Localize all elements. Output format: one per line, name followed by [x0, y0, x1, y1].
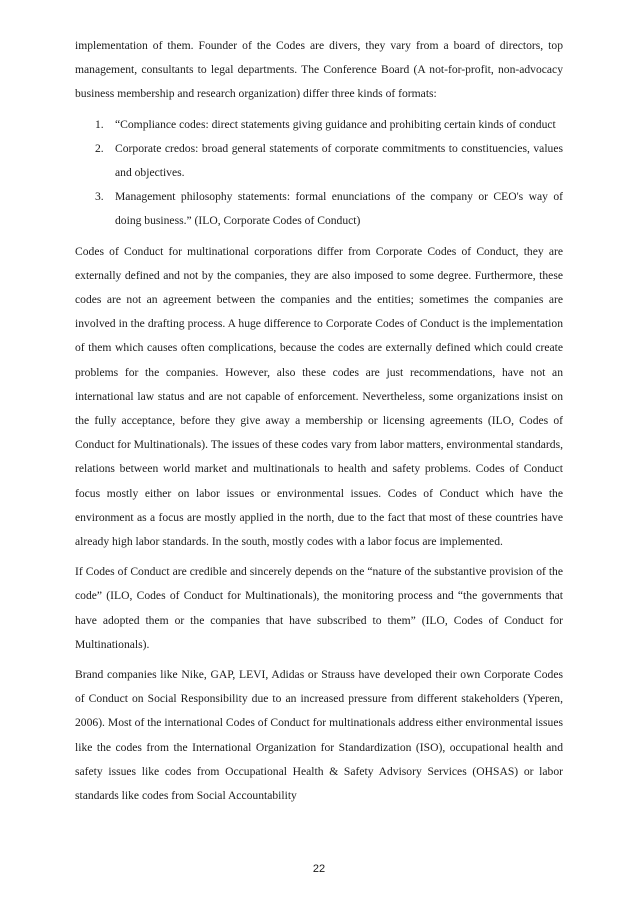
- formats-list: [75, 113, 563, 234]
- list-text: Management philosophy statements: formal enunciations of the company or CEO's way of doing business.” (ILO, Corporate Codes of Conduct): [115, 190, 563, 228]
- list-text: Corporate credos: broad general statements of corporate commitments to constituencies, values and objectives.: [115, 141, 563, 180]
- list-number: 3.: [95, 190, 104, 204]
- list-text: “Compliance codes: direct statements giving guidance and prohibiting certain kinds of conduct: [115, 117, 556, 131]
- page-number: 22: [312, 863, 326, 875]
- body-paragraph-brand-companies: Brand companies like Nike, GAP, LEVI, Adidas or Strauss have developed their own Corporate Codes of Conduct on Social Responsibility due to an increased pressure from different stakeholders (Yperen, 2006). Most of the international Codes of Conduct for multinationals address either environmental issues like the codes from the International Organization for Standardization (ISO), occupational health and safety issues like codes from Occupational Health & Safety Advisory Services (OHSAS) or labor standards like codes from Social Accountability: [75, 668, 563, 803]
- document-page: [75, 34, 563, 814]
- intro-paragraph: implementation of them. Founder of the Codes are divers, they vary from a board of directors, top management, consultants to legal departments. The Conference Board (A not-for-profit, non-advocacy business membership and research organization) differ three kinds of formats:: [75, 39, 563, 101]
- list-item: [75, 185, 563, 233]
- list-number: 2.: [95, 141, 104, 155]
- body-paragraph-credibility: If Codes of Conduct are credible and sincerely depends on the “nature of the substantive provision of the code” (ILO, Codes of Conduct for Multinationals), the monitoring process and “the governments that have adopted them or the companies that have subscribed to them” (ILO, Codes of Conduct for Multinationals).: [75, 565, 563, 651]
- list-item: [75, 137, 563, 185]
- list-item: [75, 113, 563, 137]
- list-number: 1.: [95, 117, 104, 131]
- body-paragraph-multinationals: Codes of Conduct for multinational corporations differ from Corporate Codes of Conduct, they are externally defined and not by the companies, they are also imposed to some degree. Furthermore, these codes are not an agreement between the companies and the entities; sometimes the companies are involved in the drafting process. A huge difference to Corporate Codes of Conduct is the implementation of them which causes often complications, because the codes are externally defined which could create problems for the companies. However, also these codes are just recommendations, have not an international law status and are not capable of enforcement. Nevertheless, some organizations insist on the fully acceptance, before they give away a membership or licensing agreements (ILO, Codes of Conduct for Multinationals). The issues of these codes vary from labor matters, environmental standards, relations between world market and multinationals to health and safety problems. Codes of Conduct focus mostly either on labor issues or environmental issues. Codes of Conduct which have the environment as a focus are mostly applied in the north, due to the fact that most of these countries have already high labor standards. In the south, mostly codes with a labor focus are implemented.: [75, 244, 563, 549]
